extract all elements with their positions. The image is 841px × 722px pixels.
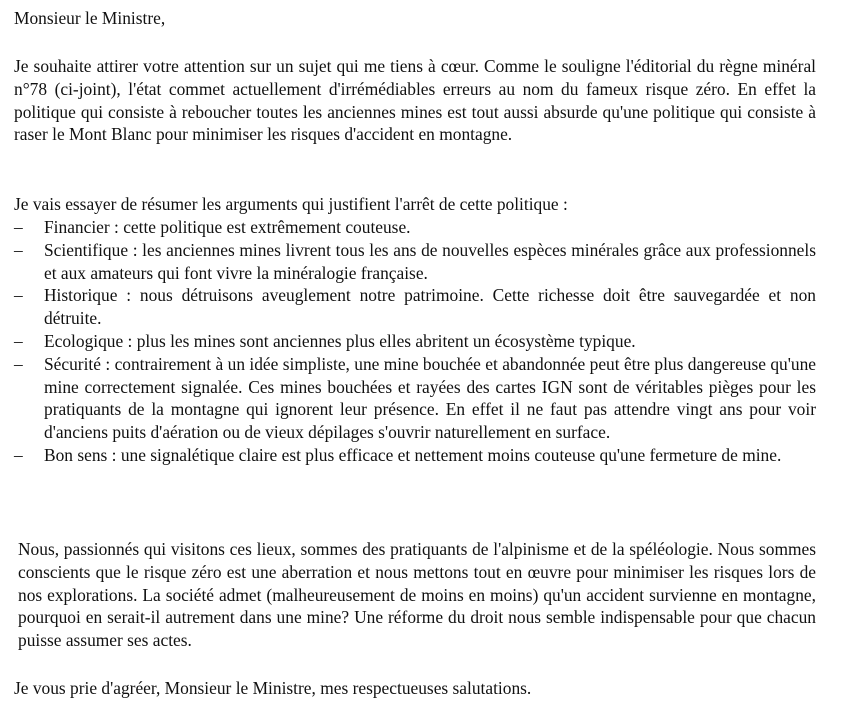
arguments-list xyxy=(14,216,816,467)
argument-text: Scientifique : les anciennes mines livrent tous les ans de nouvelles espèces minérales grâce aux professionnels et aux amateurs qui font vivre la minéralogie française. xyxy=(44,239,816,283)
bullet-dash: – xyxy=(14,239,23,260)
argument-text: Financier : cette politique est extrêmement couteuse. xyxy=(44,217,411,237)
argument-item-ecologique xyxy=(14,330,816,353)
bullet-dash: – xyxy=(14,285,23,306)
argument-item-securite xyxy=(14,353,816,444)
letter-signoff: Je vous prie d'agréer, Monsieur le Ministre, mes respectueuses salutations. xyxy=(14,678,532,698)
argument-item-bon-sens xyxy=(14,444,816,467)
argument-text: Sécurité : contrairement à un idée simpliste, une mine bouchée et abandonnée peut être plus dangereuse qu'une mine correctement signalée. Ces mines bouchées et rayées des cartes IGN sont de véritables pièges pour les pratiquants de la montagne qui ignorent leur présence. En effet il ne faut pas attendre vingt ans pour voir d'anciens puits d'aération ou de vieux dépilages s'ouvrir naturellement en surface. xyxy=(44,353,816,443)
argument-item-financier xyxy=(14,216,816,239)
letter-salutation: Monsieur le Ministre, xyxy=(14,8,166,28)
intro-paragraph: Je souhaite attirer votre attention sur un sujet qui me tiens à cœur. Comme le souligne l'éditorial du règne minéral n°78 (ci-joint), l'état commet actuellement d'irrémédiables erreurs au nom du fameux risque zéro. En effet la politique qui consiste à reboucher toutes les anciennes mines est tout aussi absurde qu'une politique qui consiste à raser le Mont Blanc pour minimiser les risques d'accident en montagne. xyxy=(14,56,816,145)
bullet-dash: – xyxy=(14,330,23,351)
closing-paragraph: Nous, passionnés qui visitons ces lieux, sommes des pratiquants de l'alpinisme et de la spéléologie. Nous sommes conscients que le risque zéro est une aberration et nous mettons tout en œuvre pour minimiser les risques lors de nos explorations. La société admet (malheureusement de moins en moins) qu'un accident survienne en montagne, pourquoi en serait-il autrement dans une mine? Une réforme du droit nous semble indispensable pour que chacun puisse assumer ses actes. xyxy=(18,539,816,651)
argument-text: Historique : nous détruisons aveuglement notre patrimoine. Cette richesse doit être sauvegardée et non détruite. xyxy=(44,285,816,329)
bullet-dash: – xyxy=(14,217,23,237)
argument-item-scientifique xyxy=(14,239,816,285)
argument-item-historique xyxy=(14,284,816,330)
bullet-dash: – xyxy=(14,353,23,374)
bullet-dash: – xyxy=(14,444,23,465)
argument-text: Bon sens : une signalétique claire est plus efficace et nettement moins couteuse qu'une fermeture de mine. xyxy=(44,444,782,465)
argument-text: Ecologique : plus les mines sont anciennes plus elles abritent un écosystème typique. xyxy=(44,330,636,351)
arguments-lead-sentence: Je vais essayer de résumer les arguments qui justifient l'arrêt de cette politique : xyxy=(14,194,568,214)
